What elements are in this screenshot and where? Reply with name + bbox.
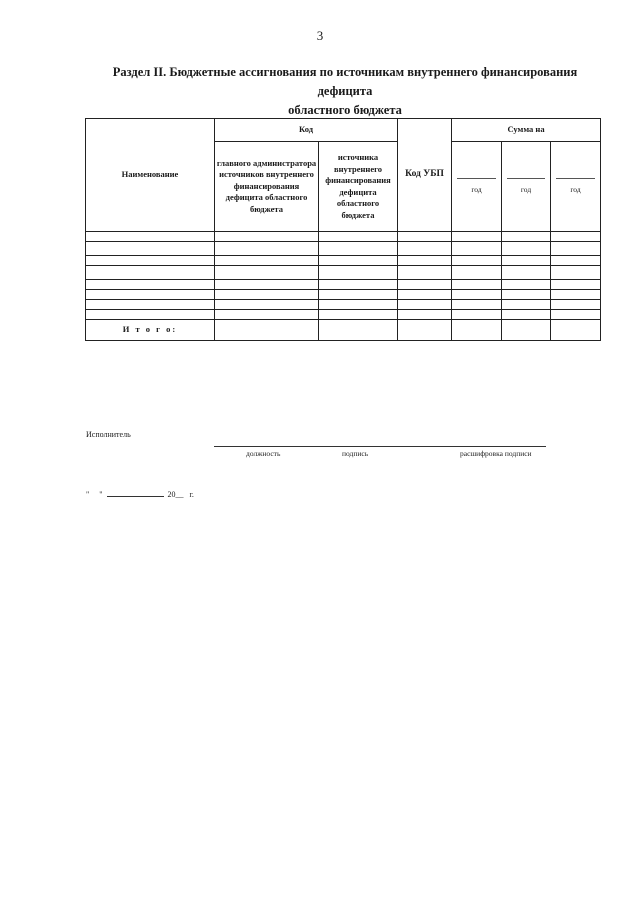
table-cell[interactable] bbox=[319, 266, 398, 280]
table-cell[interactable] bbox=[86, 310, 215, 320]
date-year-prefix: 20 bbox=[167, 490, 176, 499]
total-label: И т о г о: bbox=[86, 320, 215, 341]
table-cell[interactable] bbox=[215, 290, 319, 300]
table-cell[interactable] bbox=[452, 280, 502, 290]
executor-label: Исполнитель bbox=[86, 430, 131, 439]
table-row bbox=[86, 266, 601, 280]
table-cell[interactable] bbox=[452, 300, 502, 310]
caption-decryption: расшифровка подписи bbox=[460, 449, 532, 458]
table-cell[interactable] bbox=[551, 280, 601, 290]
year-1-header bbox=[452, 142, 502, 232]
table-cell[interactable] bbox=[86, 266, 215, 280]
table-cell[interactable] bbox=[215, 310, 319, 320]
table-cell[interactable] bbox=[86, 232, 215, 242]
table-cell[interactable] bbox=[502, 256, 551, 266]
table-cell[interactable] bbox=[551, 266, 601, 280]
table-cell[interactable] bbox=[452, 232, 502, 242]
signature-line[interactable] bbox=[214, 446, 546, 447]
section-title-line-1: Раздел II. Бюджетные ассигнования по источникам внутреннего финансирования дефицита bbox=[112, 65, 578, 98]
date-suffix: г. bbox=[189, 490, 194, 499]
table-cell[interactable] bbox=[319, 256, 398, 266]
table-cell[interactable] bbox=[319, 310, 398, 320]
table-row bbox=[86, 300, 601, 310]
table-cell[interactable] bbox=[86, 242, 215, 256]
total-cell[interactable] bbox=[398, 320, 452, 341]
table-row bbox=[86, 242, 601, 256]
table-cell[interactable] bbox=[551, 256, 601, 266]
table-cell[interactable] bbox=[452, 290, 502, 300]
table-cell[interactable] bbox=[319, 232, 398, 242]
table-cell[interactable] bbox=[215, 266, 319, 280]
table-cell[interactable] bbox=[398, 266, 452, 280]
year-3-label: год bbox=[570, 185, 581, 195]
table-cell[interactable] bbox=[502, 242, 551, 256]
kod-admin-subheader: главного администратора источников внутреннего финансирования дефицита областного бюджета bbox=[215, 142, 319, 232]
total-cell[interactable] bbox=[215, 320, 319, 341]
table-cell[interactable] bbox=[452, 310, 502, 320]
kod-column-header: Код bbox=[215, 119, 398, 142]
table-cell[interactable] bbox=[502, 232, 551, 242]
table-cell[interactable] bbox=[502, 310, 551, 320]
table-cell[interactable] bbox=[502, 280, 551, 290]
year-2-header bbox=[502, 142, 551, 232]
date-month-blank[interactable] bbox=[107, 488, 164, 497]
kod-source-subheader: источника внутреннего финансирования дефицита областного бюджета bbox=[319, 142, 398, 232]
total-row bbox=[86, 320, 601, 341]
table-cell[interactable] bbox=[551, 232, 601, 242]
table-row bbox=[86, 232, 601, 242]
page-number: 3 bbox=[316, 28, 324, 43]
section-title-line-2: областного бюджета bbox=[288, 103, 402, 117]
date-year-blank[interactable]: __ bbox=[175, 490, 184, 499]
table-cell[interactable] bbox=[398, 300, 452, 310]
year-1-label: год bbox=[471, 185, 482, 195]
budget-allocation-table bbox=[85, 118, 601, 341]
table-cell[interactable] bbox=[319, 242, 398, 256]
table-cell[interactable] bbox=[502, 300, 551, 310]
table-cell[interactable] bbox=[398, 310, 452, 320]
table-cell[interactable] bbox=[86, 300, 215, 310]
table-cell[interactable] bbox=[398, 290, 452, 300]
table-cell[interactable] bbox=[215, 280, 319, 290]
table-cell[interactable] bbox=[319, 290, 398, 300]
sum-column-header: Сумма на bbox=[452, 119, 601, 142]
table-cell[interactable] bbox=[502, 290, 551, 300]
table-cell[interactable] bbox=[398, 232, 452, 242]
section-title bbox=[90, 63, 600, 120]
header-row-1 bbox=[86, 119, 601, 142]
table-row bbox=[86, 290, 601, 300]
total-cell[interactable] bbox=[452, 320, 502, 341]
name-column-header: Наименование bbox=[86, 119, 215, 232]
year-2-label: год bbox=[520, 185, 532, 195]
table-cell[interactable] bbox=[551, 300, 601, 310]
caption-signature: подпись bbox=[342, 449, 369, 458]
year-3-blank bbox=[556, 177, 595, 179]
year-1-blank bbox=[457, 177, 496, 179]
table-cell[interactable] bbox=[452, 256, 502, 266]
table-cell[interactable] bbox=[551, 310, 601, 320]
table-row bbox=[86, 310, 601, 320]
caption-position: должность bbox=[246, 449, 281, 458]
table-cell[interactable] bbox=[319, 280, 398, 290]
table-row bbox=[86, 280, 601, 290]
year-2-blank bbox=[507, 177, 545, 179]
table-cell[interactable] bbox=[215, 232, 319, 242]
table-cell[interactable] bbox=[319, 300, 398, 310]
table-cell[interactable] bbox=[551, 290, 601, 300]
year-3-header bbox=[551, 142, 601, 232]
ubp-column-header: Код УБП bbox=[398, 119, 452, 232]
date-open-quote: " bbox=[86, 490, 90, 499]
table-cell[interactable] bbox=[551, 242, 601, 256]
table-cell[interactable] bbox=[398, 280, 452, 290]
total-cell[interactable] bbox=[502, 320, 551, 341]
table-cell[interactable] bbox=[86, 256, 215, 266]
date-line bbox=[86, 488, 194, 499]
total-cell[interactable] bbox=[319, 320, 398, 341]
table-cell[interactable] bbox=[86, 280, 215, 290]
total-cell[interactable] bbox=[551, 320, 601, 341]
table-cell[interactable] bbox=[215, 300, 319, 310]
table-cell[interactable] bbox=[215, 256, 319, 266]
table-cell[interactable] bbox=[452, 242, 502, 256]
table-cell[interactable] bbox=[398, 256, 452, 266]
table-row bbox=[86, 256, 601, 266]
table-cell[interactable] bbox=[398, 242, 452, 256]
table-cell[interactable] bbox=[86, 290, 215, 300]
table-cell[interactable] bbox=[452, 266, 502, 280]
date-close-quote: " bbox=[99, 490, 103, 499]
table-cell[interactable] bbox=[215, 242, 319, 256]
table-cell[interactable] bbox=[502, 266, 551, 280]
